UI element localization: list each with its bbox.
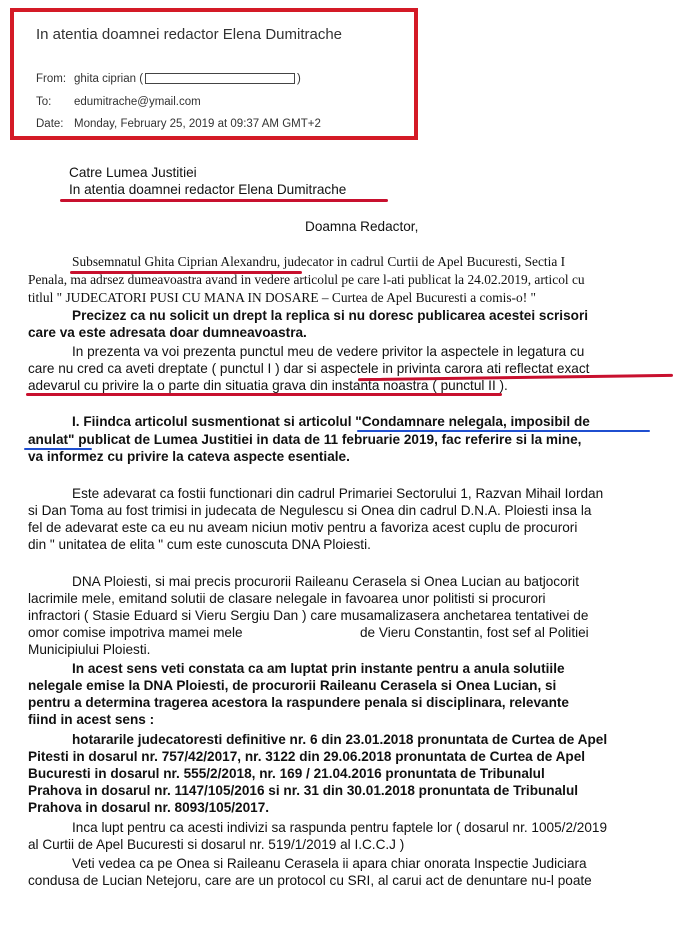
from-close: ) <box>297 73 301 85</box>
to-address[interactable]: edumitrache@ymail.com <box>74 96 201 108</box>
paragraph-line: Penala, ma adrsez dumeavoastra avand in vedere articolul pe care l-ati publicat la 24.02.2019, articol cu <box>28 272 585 287</box>
recipient-line-1: Catre Lumea Justitiei <box>69 165 197 180</box>
paragraph-line: adevarul cu privire la o parte din situatia grava din instanta noastra ( punctul II ). <box>28 378 508 393</box>
paragraph-line: fiind in acest sens : <box>28 712 155 727</box>
paragraph-line: Municipiului Ploiesti. <box>28 642 151 657</box>
paragraph-line: care va este adresata doar dumneavoastra. <box>28 325 307 340</box>
paragraph-line: infractori ( Stasie Eduard si Vieru Sergiu Dan ) care musamalizasera anchetarea tentativei de <box>28 608 589 623</box>
from-label: From: <box>36 73 67 85</box>
paragraph-line: nelegale emise la DNA Ploiesti, de procurorii Raileanu Cerasela si Onea Lucian, si <box>28 678 557 693</box>
red-underline <box>60 199 388 202</box>
paragraph-line: Veti vedea ca pe Onea si Raileanu Cerasela ii apara chiar onorata Inspectie Judiciara <box>72 856 587 871</box>
paragraph-line: fel de adevarat este ca eu nu aveam niciun motiv pentru a favoriza acest cuplu de procurori <box>28 520 578 535</box>
paragraph-line: Precizez ca nu solicit un drept la replica si nu doresc publicarea acestei scrisori <box>72 308 589 323</box>
paragraph-line: condusa de Lucian Netejoru, care are un protocol cu SRI, al carui act de denuntare nu-l poate <box>28 873 592 888</box>
paragraph-line: Bucuresti in dosarul nr. 555/2/2018, nr. 169 / 21.04.2016 pronuntata de Tribunalul <box>28 766 545 781</box>
paragraph-line: Este adevarat ca fostii functionari din cadrul Primariei Sectorului 1, Razvan Mihail Iordan <box>72 486 604 501</box>
paragraph-line: lacrimile mele, emitand solutii de clasare nelegale in favoarea unor politisti si procurori <box>28 591 546 606</box>
paragraph-line: va informez cu privire la cateva aspecte esentiale. <box>28 449 350 464</box>
paragraph-line: si Dan Toma au fost trimisi in judecata de Negulescu si Onea din cadrul D.N.A. Ploiesti insa la <box>28 503 592 518</box>
date-row <box>36 118 321 130</box>
paragraph-line: anulat" publicat de Lumea Justitiei in data de 11 februarie 2019, fac referire si la mine, <box>28 432 582 447</box>
paragraph-line: din " unitatea de elita " cum este cunoscuta DNA Ploiesti. <box>28 537 371 552</box>
paragraph-line: Prahova in dosarul nr. 1147/105/2016 si nr. 31 din 30.01.2018 pronuntata de Tribunalul <box>28 783 579 798</box>
paragraph-line: pentru a determina tragerea acestora la raspundere penala si disciplinara, relevante <box>28 695 569 710</box>
recipient-line-2: In atentia doamnei redactor Elena Dumitrache <box>69 182 347 197</box>
paragraph-line: Inca lupt pentru ca acesti indivizi sa raspunda pentru faptele lor ( dosarul nr. 1005/2/2019 <box>72 820 608 835</box>
paragraph-line: Prahova in dosarul nr. 8093/105/2017. <box>28 800 270 815</box>
to-row <box>36 96 201 108</box>
paragraph-line: In acest sens veti constata ca am luptat prin instante pentru a anula solutiile <box>72 661 565 676</box>
salutation: Doamna Redactor, <box>305 219 419 234</box>
paragraph-line: Subsemnatul Ghita Ciprian Alexandru, judecator in cadrul Curtii de Apel Bucuresti, Sectia I <box>72 254 566 269</box>
paragraph-line: titlul " JUDECATORI PUSI CU MANA IN DOSARE – Curtea de Apel Bucuresti a comis-o! " <box>28 290 536 305</box>
to-label: To: <box>36 96 52 108</box>
paragraph-line: In prezenta va voi prezenta punctul meu de vedere privitor la aspectele in legatura cu <box>72 344 585 359</box>
red-underline <box>26 393 502 396</box>
from-row <box>36 73 301 85</box>
paragraph-line: DNA Ploiesti, si mai precis procurorii Raileanu Cerasela si Onea Lucian au batjocorit <box>72 574 579 589</box>
from-name: ghita ciprian ( <box>74 73 144 85</box>
email-header <box>10 8 418 140</box>
date-value: Monday, February 25, 2019 at 09:37 AM GMT+2 <box>74 118 321 130</box>
paragraph-line: hotararile judecatoresti definitive nr. 6 din 23.01.2018 pronuntata de Curtea de Apel <box>72 732 608 747</box>
paragraph-line: omor comise impotriva mamei mele <box>28 625 243 640</box>
paragraph-line: de Vieru Constantin, fost sef al Politiei <box>360 625 589 640</box>
paragraph-line: I. Fiindca articolul susmentionat si articolul "Condamnare nelegala, imposibil de <box>72 414 590 429</box>
email-subject: In atentia doamnei redactor Elena Dumitrache <box>36 26 343 43</box>
redacted-email-box <box>145 73 295 84</box>
date-label: Date: <box>36 118 64 130</box>
paragraph-line: al Curtii de Apel Bucuresti si dosarul nr. 519/1/2019 al I.C.C.J ) <box>28 837 405 852</box>
paragraph-line: care nu cred ca aveti dreptate ( punctul I ) dar si aspectele in privinta carora ati reflectat exact <box>28 361 590 376</box>
paragraph-line: Pitesti in dosarul nr. 757/42/2017, nr. 3122 din 29.06.2018 pronuntata de Curtea de Apel <box>28 749 586 764</box>
